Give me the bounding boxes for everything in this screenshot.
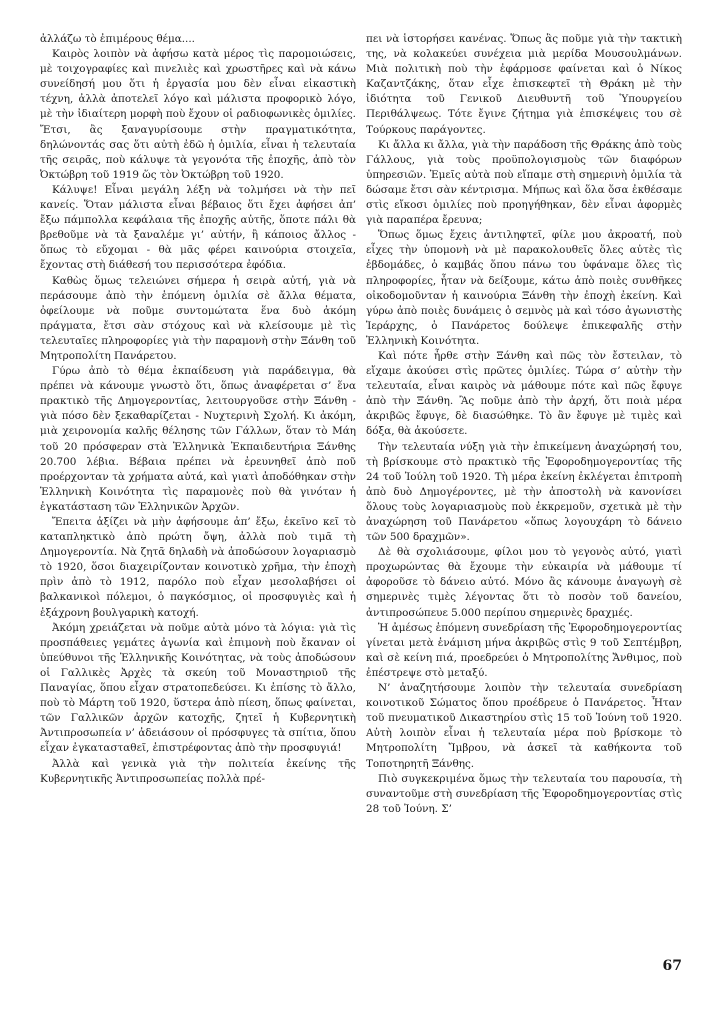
paragraph: Δὲ θὰ σχολιάσουμε, φίλοι μου τὸ γεγονὸς αὐτό, γιατὶ προχωρώντας θὰ ἔχουμε τὴν εὐκαιρία νὰ μάθουμε τί ἀφοροῦσε τὸ δάνειο αὐτό. Μόνο ἂς κάνουμε ἀναγωγὴ σὲ σημερινὲς τιμὲς λέγοντας ὅτι τὸ ποσὸν τοῦ δανείου, ἀντιπροσώπευε 5.000 περίπου σημερινὲς δραχμές. — [366, 546, 682, 619]
page-number: 67 — [662, 958, 682, 974]
paragraph: Κι ἄλλα κι ἄλλα, γιὰ τὴν παράδοση τῆς Θράκης ἀπὸ τοὺς Γάλλους, γιὰ τοὺς προϋπολογισμοὺς τῶν διαφόρων ὑπηρεσιῶν. Ἐμεῖς αὐτὰ ποὺ εἴπαμε στὴ σημερινὴ ὁμιλία τὰ δώσαμε ἔτσι σὰν κέντρισμα. Μήπως καὶ ὅλα ὅσα ἐκθέσαμε στὶς εἴκοσι ὁμιλίες ποὺ προηγήθηκαν, δὲν εἶναι ἀφορμὲς γιὰ παραπέρα ἔρευνα; — [366, 138, 682, 227]
paragraph: Καιρὸς λοιπὸν νὰ ἀφήσω κατὰ μέρος τὶς παρομοιώσεις, μὲ τοιχογραφίες καὶ πινελιὲς καὶ χρωστῆρες καὶ νὰ κάνω συνείδησή μου ὅτι ἡ ἐργασία μου δὲν εἶναι εἰκαστικὴ τέχνη, ἀλλὰ ἀποτελεῖ λόγο καὶ μάλιστα προφορικὸ λόγο, μὲ τὴν ἰδιαίτερη μορφὴ ποὺ ἔχουν οἱ ραδιοφωνικὲς ὁμιλίες. Ἔτσι, ἂς ξαναγυρίσουμε στὴν πραγματικότητα, δηλώνοντάς σας ὅτι αὐτὴ ἐδῶ ἡ ὁμιλία, εἶναι ἡ τελευταία τῆς σειρᾶς, ποὺ κάλυψε τὰ γεγονότα τῆς ἐποχῆς, ἀπὸ τὸν Ὀκτώβρη τοῦ 1919 ὥς τὸν Ὀκτώβρη τοῦ 1920. — [40, 48, 356, 181]
left-text-column — [40, 32, 356, 787]
paragraph: Τὴν τελευταία νύξη γιὰ τὴν ἐπικείμενη ἀναχώρησή του, τὴ βρίσκουμε στὸ πρακτικὸ τῆς Ἐφοροδημογεροντίας τῆς 24 τοῦ Ἰούλη τοῦ 1920. Τὴ μέρα ἐκείνη ἐκλέγεται ἐπιτροπὴ ἀπὸ δυὸ Δημογέροντες, μὲ τὴν ἀποστολὴ νὰ κανονίσει ὅλους τοὺς λογαριασμοὺς ποὺ ἐκκρεμοῦν, σχετικὰ μὲ τὴν ἀναχώρηση τοῦ Πανάρετου «ὅπως λογουχάρη τὸ δάνειο τῶν 500 δραχμῶν». — [366, 440, 682, 544]
paragraph: Ἔπειτα ἀξίζει νὰ μὴν ἀφήσουμε ἀπ’ ἔξω, ἐκεῖνο κεῖ τὸ καταπληκτικὸ ἀπὸ πρώτη ὄψη, ἀλλὰ ποὺ τιμᾶ τὴ Δημογεροντία. Νὰ ζητᾶ δηλαδὴ νὰ ἀποδώσουν λογαριασμὸ τὸ 1920, ὅσοι διαχειρίζονταν κοινοτικὸ χρῆμα, τὴν ἐποχὴ πρὶν ἀπὸ τὸ 1912, παρόλο ποὺ εἶχαν μεσολαβήσει οἱ βαλκανικοὶ πόλεμοι, ὁ παγκόσμιος, οἱ προσφυγιὲς καὶ ἡ ἑξάχρονη βουλγαρικὴ κατοχή. — [40, 516, 356, 619]
paragraph: Ἀλλὰ καὶ γενικὰ γιὰ τὴν πολιτεία ἐκείνης τῆς Κυβερνητικῆς Ἀντιπροσωπείας πολλὰ πρέ- — [40, 757, 356, 785]
paragraph: Καθὼς ὅμως τελειώνει σήμερα ἡ σειρὰ αὐτή, γιὰ νὰ περάσουμε ἀπὸ τὴν ἑπόμενη ὁμιλία σὲ ἄλλα θέματα, ὀφείλουμε νὰ ποῦμε συντομώτατα ἕνα δυὸ ἀκόμη πράγματα, ἔτσι σὰν στόχους καὶ νὰ κλείσουμε μὲ τὶς τελευταῖες πληροφορίες γιὰ τὴν παραμονὴ στὴν Ξάνθη τοῦ Μητροπολίτη Πανάρετου. — [40, 274, 356, 362]
paragraph: Ὅπως ὅμως ἔχεις ἀντιληφτεῖ, φίλε μου ἀκροατή, ποὺ εἶχες τὴν ὑπομονὴ νὰ μὲ παρακολουθεῖς ὅλες αὐτὲς τὶς ἑβδομάδες, ὁ καμβάς ὅπου πάνω του ὑφάναμε ὅλες τὶς πληροφορίες, ἦταν νὰ δείξουμε, κάτω ἀπὸ ποιὲς συνθῆκες οἰκοδομοῦνταν ἡ καινούρια Ξάνθη τὴν ἐποχὴ ἐκείνη. Καὶ γύρω ἀπὸ ποιὲς δυνάμεις ὁ σεμνὸς μὰ καὶ τόσο ἀγωνιστὴς Ἱεράρχης, ὁ Πανάρετος δούλεψε ἐπικεφαλῆς στὴν Ἑλληνικὴ Κοινότητα. — [366, 229, 682, 347]
paragraph: Πιὸ συγκεκριμένα ὅμως τὴν τελευταία του παρουσία, τὴ συναντοῦμε στὴ συνεδρίαση τῆς Ἐφοροδημογεροντίας στὶς 28 τοῦ Ἰούνη. Σ’ — [366, 772, 682, 815]
paragraph: Κάλυψε! Εἶναι μεγάλη λέξη νὰ τολμήσει νὰ τὴν πεῖ κανείς. Ὅταν μάλιστα εἶναι βέβαιος ὅτι ἔχει ἀφήσει ἀπ’ ἔξω πάμπολλα κεφάλαια τῆς ἐποχῆς αὐτῆς, ὅποτε πάλι θὰ βρεθοῦμε νὰ τὰ ξαναλέμε γι’ αὐτήν, ἢ κάποιος ἄλλος - ὅπως τὸ εὔχομαι - θὰ μᾶς φέρει καινούρια στοιχεῖα, ἔχοντας στὴ διάθεσή του περισσότερα ἐφόδια. — [40, 183, 356, 272]
paragraph: Καὶ πότε ἦρθε στὴν Ξάνθη καὶ πῶς τὸν ἔστειλαν, τὸ εἴχαμε ἀκούσει στὶς πρῶτες ὁμιλίες. Τώρα σ’ αὐτὴν τὴν τελευταία, εἶναι καιρὸς νὰ μάθουμε πότε καὶ πῶς ἔφυγε ἀπὸ τὴν Ξάνθη. Ἂς ποῦμε ἀπὸ τὴν ἀρχή, ὅτι ποιὰ μέρα ἀκριβῶς ἔφυγε, δὲ διασώθηκε. Τὸ ἂν ἔφυγε μὲ τιμὲς καὶ δόξα, θὰ ἀκούσετε. — [366, 349, 682, 438]
paragraph: Ν’ ἀναζητήσουμε λοιπὸν τὴν τελευταία συνεδρίαση κοινοτικοῦ Σώματος ὅπου προέδρευε ὁ Πανάρετος. Ἦταν τοῦ πνευματικοῦ Δικαστηρίου στὶς 15 τοῦ Ἰούνη τοῦ 1920. Αὐτὴ λοιπὸν εἶναι ἡ τελευταία μέρα ποὺ βρίσκομε τὸ Μητροπολίτη Ἴμβρου, νὰ ἀσκεῖ τὰ καθήκοντα τοῦ Τοποτηρητῆ Ξάνθης. — [366, 682, 682, 770]
right-text-column — [366, 32, 682, 817]
paragraph: πει νὰ ἱστορήσει κανένας. Ὅπως ἂς ποῦμε γιὰ τὴν τακτικὴ της, νὰ κολακεύει συνέχεια μιὰ μερίδα Μουσουλμάνων. Μιὰ πολιτικὴ ποὺ τὴν ἐφάρμοσε φαίνεται καὶ ὁ Νίκος Καζαντζάκης, ὅταν εἶχε ἐπισκεφτεῖ τὴ Θράκη μὲ τὴν ἰδιότητα τοῦ Γενικοῦ Διευθυντῆ τοῦ Ὑπουργείου Περιθάλψεως. Τότε ἔγινε ζήτημα γιὰ ἐπισκέψεις του σὲ Τούρκους παράγοντες. — [366, 33, 682, 136]
paragraph: Γύρω ἀπὸ τὸ θέμα ἐκπαίδευση γιὰ παράδειγμα, θὰ πρέπει νὰ κάνουμε γνωστὸ ὅτι, ὅπως ἀναφέρεται σ’ ἕνα πρακτικὸ τῆς Δημογεροντίας, λειτουργοῦσε στὴν Ξάνθη - γιὰ πόσο δὲν ξεκαθαρίζεται - Νυχτερινὴ Σχολή. Κι ἀκόμη, μιὰ χειρονομία καλῆς θέλησης τῶν Γάλλων, ὅταν τὸ Μάη τοῦ 20 πρόσφεραν στὰ Ἑλληνικὰ Ἐκπαιδευτήρια Ξάνθης 20.700 λέβια. Βέβαια πρέπει νὰ ἐρευνηθεῖ ἀπὸ ποῦ προέρχονταν τὰ χρήματα αὐτά, καὶ γιατὶ ἀποδόθηκαν στὴν Ἑλληνικὴ Κοινότητα τὶς παραμονὲς ποὺ θὰ γινόταν ἡ ἐγκατάσταση τῶν Ἑλληνικῶν Ἀρχῶν. — [40, 365, 356, 513]
paragraph: Ἀκόμη χρειάζεται νὰ ποῦμε αὐτὰ μόνο τὰ λόγια: γιὰ τὶς προσπάθειες γεμάτες ἀγωνία καὶ ἐπιμονὴ ποὺ ἔκαναν οἱ ὑπεύθυνοι τῆς Ἑλληνικῆς Κοινότητας, νὰ τοὺς ἀποδώσουν οἱ Γαλλικὲς Ἀρχὲς τὰ σκεύη τοῦ Μοναστηριοῦ τῆς Παναγίας, ὅπου εἶχαν στρατοπεδεύσει. Κι ἐπίσης τὸ ἄλλο, ποὺ τὸ Μάρτη τοῦ 1920, ὕστερα ἀπὸ πίεση, ὅπως φαίνεται, τῶν Γαλλικῶν ἀρχῶν κατοχῆς, ζητεῖ ἡ Κυβερνητικὴ Ἀντιπροσωπεία ν’ ἀδειάσουν οἱ πρόσφυγες τὰ σπίτια, ὅπου εἶχαν ἐγκατασταθεῖ, ἐπιστρέφοντας ἀπὸ τὴν προσφυγιά! — [40, 621, 356, 755]
paragraph: Ἡ ἀμέσως ἑπόμενη συνεδρίαση τῆς Ἐφοροδημογεροντίας γίνεται μετὰ ἑνάμιση μήνα ἀκριβῶς στὶς 9 τοῦ Σεπτέμβρη, καὶ σὲ κείνη πιά, προεδρεύει ὁ Μητροπολίτης Ἄνθιμος, ποὺ ἐπέστρεψε στὸ μεταξύ. — [366, 621, 682, 679]
paragraph: ἀλλάζω τὸ ἐπιμέρους θέμα.... — [40, 33, 195, 45]
